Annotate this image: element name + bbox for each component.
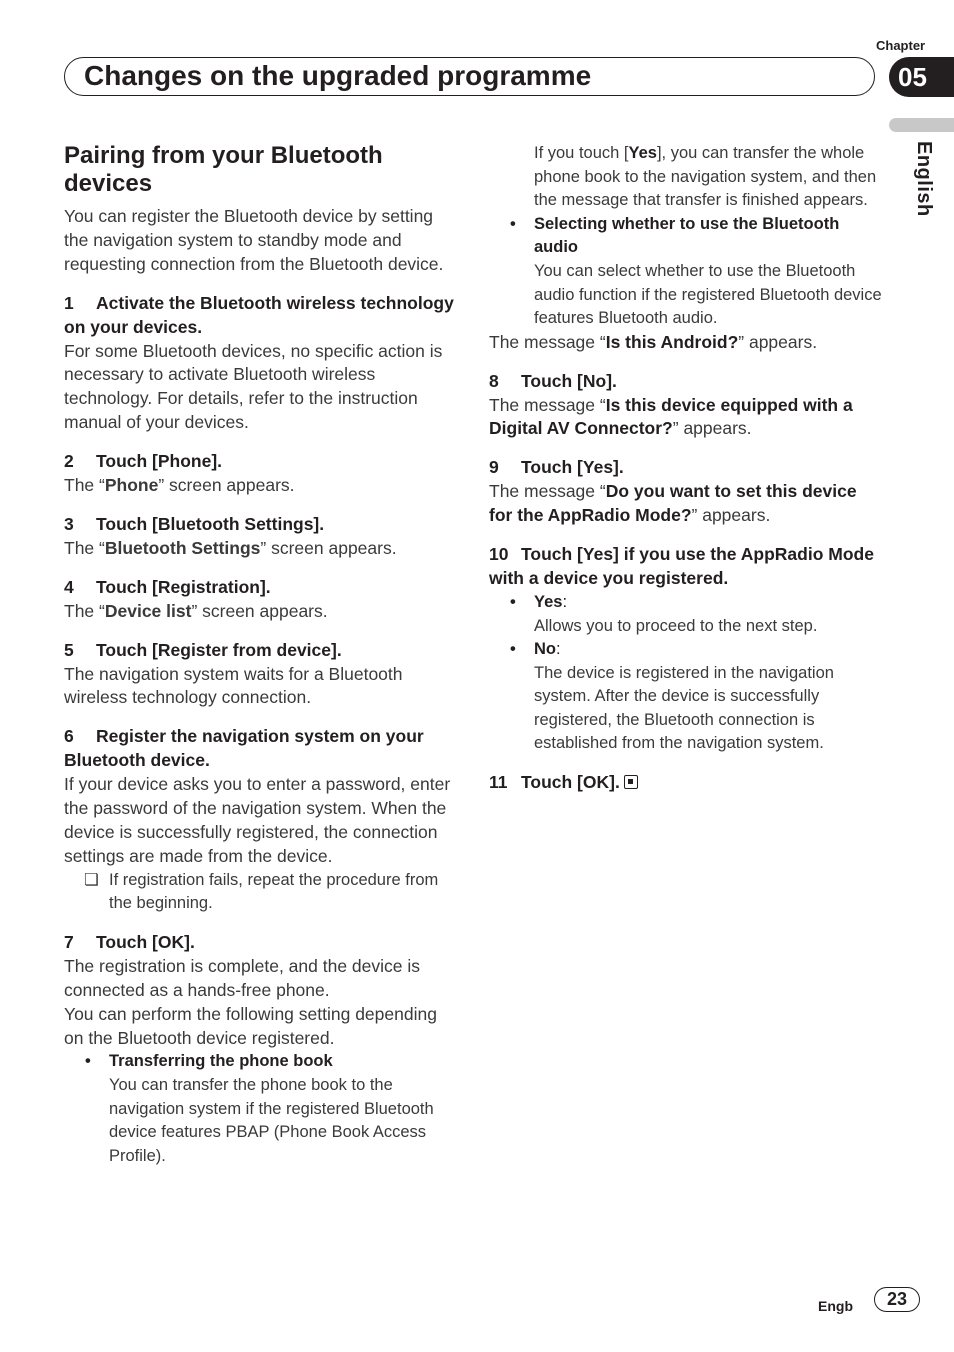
step-1-text: For some Bluetooth devices, no specific action is necessary to activate Bluetooth wireless technology. For details, refer to the instruction manual of your devices. [64,340,443,433]
chapter-label: Chapter [876,38,926,53]
step-9-text: The message “Do you want to set this device for the AppRadio Mode?” appears. [489,481,857,526]
page-number: 23 [874,1287,920,1312]
step-4-text: The “Device list” screen appears. [64,600,328,621]
option-yes-text: Allows you to proceed to the next step. [534,616,818,635]
option-yes: • Yes: [510,591,884,615]
step-2-title: 2 Touch [Phone]. [64,451,223,472]
step-7-text-1: The registration is complete, and the device is connected as a hands-free phone. [64,955,421,1000]
left-column [64,142,459,1168]
section-intro: You can register the Bluetooth device by setting the navigation system to standby mode and requesting connection from the Bluetooth device. [64,206,444,274]
step-8-text: The message “Is this device equipped with a Digital AV Connector?” appears. [489,394,853,439]
step-3-text: The “Bluetooth Settings” screen appears. [64,537,397,558]
bullet-phone-book-text-b: If you touch [Yes], you can transfer the whole phone book to the navigation system, and then the message that transfer is finished appears. [534,144,877,210]
step-5-text: The navigation system waits for a Bluetooth wireless technology connection. [64,663,403,708]
right-column [489,142,884,795]
option-no: • No: [510,638,884,662]
step-8-title: 8 Touch [No]. [489,370,617,391]
android-message: The message “Is this Android?” appears. [489,331,818,352]
note-checkbox-icon: ❏ [84,870,99,889]
bullet-bluetooth-audio: • Selecting whether to use the Bluetooth audio [510,213,884,260]
bullet-phone-book: • Transferring the phone book [85,1050,459,1074]
step-1-title: 1 Activate the Bluetooth wireless technology on your devices. [64,292,454,337]
step-2-text: The “Phone” screen appears. [64,475,295,496]
chapter-number: 05 [889,57,954,97]
option-no-text: The device is registered in the navigation system. After the device is successfully registered, the Bluetooth connection is established from the navigation system. [534,663,834,753]
page-title: Changes on the upgraded programme [84,60,592,91]
bullet-bluetooth-audio-text: You can select whether to use the Bluetooth audio function if the registered Bluetooth device features Bluetooth audio. [534,261,882,328]
step-4-title: 4 Touch [Registration]. [64,576,271,597]
step-3-title: 3 Touch [Bluetooth Settings]. [64,513,325,534]
step-6-title: 6 Register the navigation system on your Bluetooth device. [64,726,424,771]
step-5-title: 5 Touch [Register from device]. [64,639,342,660]
bullet-phone-book-text: You can transfer the phone book to the navigation system if the registered Bluetooth device features PBAP (Phone Book Access Profile). [109,1076,434,1165]
step-10-title: 10 Touch [Yes] if you use the AppRadio Mode with a device you registered. [489,544,874,588]
end-mark-icon [624,775,638,789]
footer-language-code: Engb [818,1298,853,1314]
section-heading: Pairing from your Bluetooth devices [64,142,383,197]
step-9-title: 9 Touch [Yes]. [489,457,624,478]
language-tab [889,118,954,132]
step-11-title: 11 Touch [OK]. [489,771,884,795]
step-6-text: If your device asks you to enter a password, enter the password of the navigation system. When the device is successfully registered, the connection settings are made from the device. [64,774,451,866]
step-6-note: ❏ If registration fails, repeat the procedure from the beginning. [84,870,439,913]
step-7-text-2: You can perform the following setting depending on the Bluetooth device registered. [64,1003,437,1048]
step-7-title: 7 Touch [OK]. [64,931,195,952]
language-label: English [913,141,935,217]
